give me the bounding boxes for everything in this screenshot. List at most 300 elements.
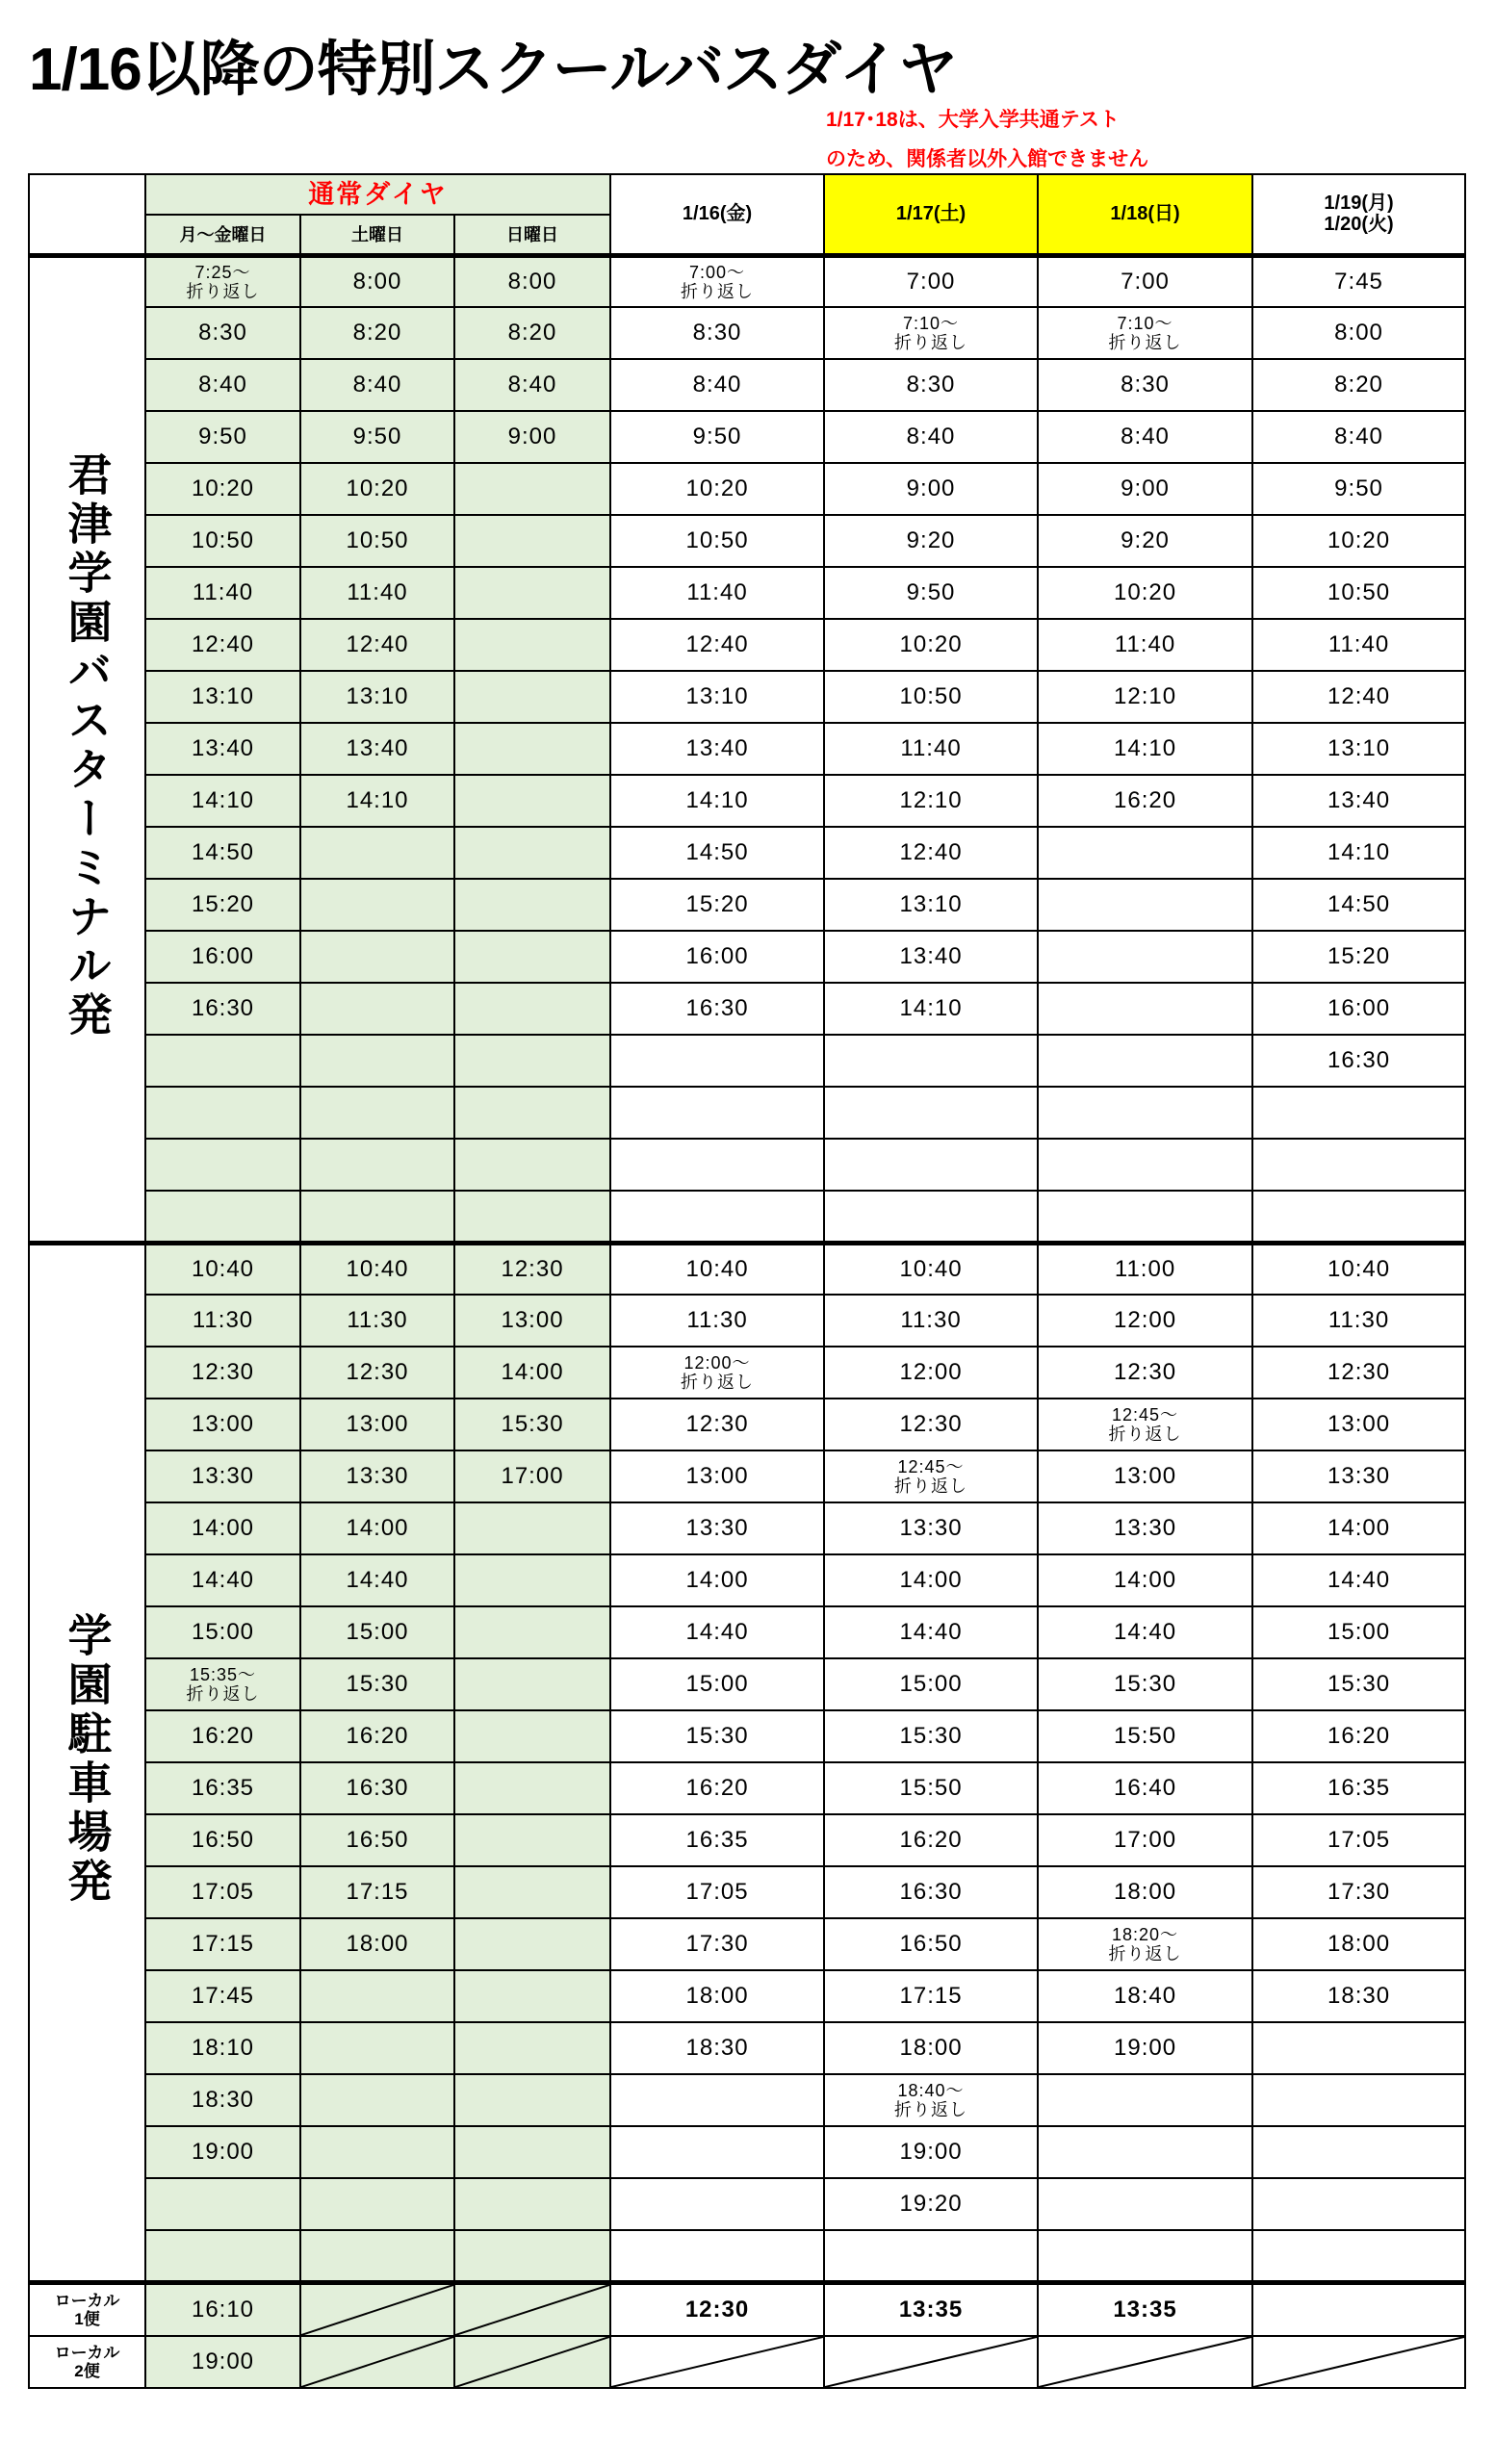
time-cell	[300, 1139, 454, 1191]
schedule-row	[29, 1710, 1465, 1762]
time-cell	[824, 1139, 1038, 1191]
time-cell	[454, 1087, 610, 1139]
time-cell	[454, 1502, 610, 1554]
time-cell: 12:45～ 折り返し	[1038, 1399, 1252, 1450]
time-cell: 16:30	[145, 983, 300, 1035]
time-cell: 14:10	[824, 983, 1038, 1035]
time-cell: 17:00	[454, 1450, 610, 1502]
time-cell	[454, 1554, 610, 1606]
time-cell: 13:00	[300, 1399, 454, 1450]
time-cell: 19:20	[824, 2178, 1038, 2230]
schedule-row	[29, 671, 1465, 723]
time-cell	[454, 515, 610, 567]
schedule-row	[29, 775, 1465, 827]
time-cell	[1038, 2074, 1252, 2126]
schedule-row	[29, 1243, 1465, 1295]
schedule-row	[29, 1502, 1465, 1554]
time-cell	[454, 1191, 610, 1243]
time-cell	[824, 1191, 1038, 1243]
time-cell: 15:30	[300, 1658, 454, 1710]
time-cell: 13:10	[1252, 723, 1465, 775]
time-cell: 10:20	[145, 463, 300, 515]
time-cell: 10:50	[824, 671, 1038, 723]
time-cell: 8:30	[1038, 359, 1252, 411]
time-cell	[300, 931, 454, 983]
time-cell	[454, 1814, 610, 1866]
time-cell: 8:20	[454, 307, 610, 359]
time-cell	[454, 2022, 610, 2074]
time-cell: 13:40	[1252, 775, 1465, 827]
time-cell: 13:00	[145, 1399, 300, 1450]
time-cell: 8:40	[1252, 411, 1465, 463]
time-cell: 16:50	[824, 1918, 1038, 1970]
time-cell	[1038, 879, 1252, 931]
time-cell: 8:40	[300, 359, 454, 411]
time-cell: 10:50	[1252, 567, 1465, 619]
time-cell: 15:00	[1252, 1606, 1465, 1658]
time-cell	[454, 931, 610, 983]
schedule-row	[29, 2022, 1465, 2074]
slash-cell	[300, 2336, 454, 2388]
time-cell: 7:25～ 折り返し	[145, 255, 300, 307]
schedule-row	[29, 463, 1465, 515]
special-date-heading: 1/19(月) 1/20(火)	[1252, 174, 1465, 255]
time-cell: 16:20	[300, 1710, 454, 1762]
time-cell: 16:50	[300, 1814, 454, 1866]
schedule-row	[29, 515, 1465, 567]
schedule-row	[29, 2178, 1465, 2230]
schedule-row	[29, 983, 1465, 1035]
time-cell: 13:40	[610, 723, 824, 775]
time-cell: 10:50	[610, 515, 824, 567]
time-cell: 9:50	[824, 567, 1038, 619]
time-cell: 18:00	[300, 1918, 454, 1970]
schedule-row	[29, 1762, 1465, 1814]
time-cell: 7:10～ 折り返し	[824, 307, 1038, 359]
time-cell: 10:40	[610, 1243, 824, 1295]
time-cell: 13:10	[145, 671, 300, 723]
time-cell	[1038, 1191, 1252, 1243]
time-cell: 16:00	[610, 931, 824, 983]
local-time-cell: 19:00	[145, 2336, 300, 2388]
time-cell: 15:00	[145, 1606, 300, 1658]
time-cell: 12:40	[145, 619, 300, 671]
regular-day-heading: 土曜日	[300, 215, 454, 255]
time-cell: 13:30	[824, 1502, 1038, 1554]
time-cell: 12:30	[454, 1243, 610, 1295]
time-cell	[1038, 2126, 1252, 2178]
special-date-heading: 1/16(金)	[610, 174, 824, 255]
time-cell: 13:40	[824, 931, 1038, 983]
time-cell	[454, 2074, 610, 2126]
time-cell: 14:00	[824, 1554, 1038, 1606]
time-cell: 11:30	[145, 1295, 300, 1347]
time-cell	[454, 619, 610, 671]
time-cell: 14:40	[1038, 1606, 1252, 1658]
time-cell: 13:00	[1038, 1450, 1252, 1502]
time-cell	[454, 1035, 610, 1087]
time-cell: 14:10	[1252, 827, 1465, 879]
time-cell: 8:40	[610, 359, 824, 411]
time-cell: 10:40	[1252, 1243, 1465, 1295]
local-label: ローカル 2便	[29, 2336, 145, 2388]
time-cell	[610, 2230, 824, 2282]
time-cell: 10:20	[300, 463, 454, 515]
time-cell: 12:00～ 折り返し	[610, 1347, 824, 1399]
slash-line	[825, 2337, 1037, 2387]
time-cell: 12:40	[1252, 671, 1465, 723]
time-cell: 18:00	[1252, 1918, 1465, 1970]
time-cell: 8:30	[145, 307, 300, 359]
schedule-row	[29, 1450, 1465, 1502]
time-cell: 13:00	[454, 1295, 610, 1347]
time-cell	[145, 1139, 300, 1191]
time-cell	[145, 2178, 300, 2230]
regular-day-heading: 月～金曜日	[145, 215, 300, 255]
time-cell: 15:00	[300, 1606, 454, 1658]
time-cell: 12:45～ 折り返し	[824, 1450, 1038, 1502]
time-cell: 14:10	[145, 775, 300, 827]
time-cell	[300, 1970, 454, 2022]
time-cell: 12:00	[824, 1347, 1038, 1399]
slash-cell	[454, 2336, 610, 2388]
schedule-row	[29, 1139, 1465, 1191]
time-cell: 9:50	[610, 411, 824, 463]
slash-line	[455, 2285, 609, 2335]
time-cell	[1038, 1087, 1252, 1139]
time-cell	[300, 2074, 454, 2126]
local-row	[29, 2282, 1465, 2336]
time-cell: 14:00	[145, 1502, 300, 1554]
time-cell: 15:30	[1038, 1658, 1252, 1710]
time-cell: 9:50	[300, 411, 454, 463]
time-cell	[300, 2230, 454, 2282]
time-cell	[454, 1606, 610, 1658]
time-cell: 17:05	[1252, 1814, 1465, 1866]
local-time-cell	[1252, 2282, 1465, 2336]
time-cell: 16:20	[824, 1814, 1038, 1866]
time-cell: 17:00	[1038, 1814, 1252, 1866]
local-time-cell: 12:30	[610, 2282, 824, 2336]
time-cell: 15:35～ 折り返し	[145, 1658, 300, 1710]
time-cell	[454, 567, 610, 619]
time-cell: 18:30	[1252, 1970, 1465, 2022]
time-cell: 16:35	[145, 1762, 300, 1814]
time-cell: 15:20	[145, 879, 300, 931]
time-cell: 8:40	[824, 411, 1038, 463]
local-time-cell: 13:35	[1038, 2282, 1252, 2336]
time-cell: 16:35	[610, 1814, 824, 1866]
time-cell	[300, 2022, 454, 2074]
time-cell: 16:20	[145, 1710, 300, 1762]
time-cell: 8:00	[300, 255, 454, 307]
time-cell	[300, 2178, 454, 2230]
time-cell: 13:30	[145, 1450, 300, 1502]
time-cell: 16:30	[1252, 1035, 1465, 1087]
time-cell: 16:30	[610, 983, 824, 1035]
time-cell	[610, 2126, 824, 2178]
section-label-cell	[29, 255, 145, 1243]
time-cell	[300, 827, 454, 879]
time-cell: 13:30	[300, 1450, 454, 1502]
local-time-cell: 13:35	[824, 2282, 1038, 2336]
time-cell	[145, 2230, 300, 2282]
local-row	[29, 2336, 1465, 2388]
schedule-row	[29, 1295, 1465, 1347]
schedule-row	[29, 723, 1465, 775]
slash-mark	[455, 2337, 609, 2387]
slash-cell	[454, 2282, 610, 2336]
time-cell	[1038, 1035, 1252, 1087]
time-cell: 7:45	[1252, 255, 1465, 307]
time-cell: 18:40	[1038, 1970, 1252, 2022]
time-cell	[1038, 1139, 1252, 1191]
time-cell: 16:20	[610, 1762, 824, 1814]
time-cell: 10:50	[145, 515, 300, 567]
time-cell: 15:30	[824, 1710, 1038, 1762]
time-cell: 12:10	[1038, 671, 1252, 723]
time-cell: 17:05	[610, 1866, 824, 1918]
time-cell: 11:30	[824, 1295, 1038, 1347]
schedule-row	[29, 2230, 1465, 2282]
time-cell: 10:40	[145, 1243, 300, 1295]
time-cell	[1252, 1139, 1465, 1191]
time-cell: 15:00	[824, 1658, 1038, 1710]
schedule-row	[29, 2126, 1465, 2178]
corner-cell	[29, 174, 145, 255]
schedule-row	[29, 1970, 1465, 2022]
time-cell	[454, 2230, 610, 2282]
slash-cell	[1252, 2336, 1465, 2388]
time-cell: 14:50	[1252, 879, 1465, 931]
slash-cell	[610, 2336, 824, 2388]
time-cell: 17:15	[824, 1970, 1038, 2022]
time-cell: 14:10	[300, 775, 454, 827]
exam-notice-line-1: 1/17･18は、大学入学共通テスト	[826, 109, 1120, 131]
time-cell: 16:30	[824, 1866, 1038, 1918]
time-cell: 15:30	[454, 1399, 610, 1450]
time-cell	[1038, 2230, 1252, 2282]
time-cell: 12:30	[300, 1347, 454, 1399]
time-cell: 15:30	[610, 1710, 824, 1762]
time-cell	[454, 723, 610, 775]
time-cell: 19:00	[824, 2126, 1038, 2178]
time-cell	[145, 1191, 300, 1243]
time-cell: 18:30	[610, 2022, 824, 2074]
time-cell: 11:00	[1038, 1243, 1252, 1295]
time-cell: 11:30	[1252, 1295, 1465, 1347]
slash-mark	[825, 2337, 1037, 2387]
time-cell: 18:00	[824, 2022, 1038, 2074]
time-cell	[300, 879, 454, 931]
time-cell: 18:00	[610, 1970, 824, 2022]
time-cell	[1038, 827, 1252, 879]
time-cell: 14:00	[610, 1554, 824, 1606]
time-cell: 13:40	[145, 723, 300, 775]
time-cell	[610, 1035, 824, 1087]
slash-mark	[301, 2337, 453, 2387]
time-cell: 17:45	[145, 1970, 300, 2022]
time-cell: 17:05	[145, 1866, 300, 1918]
time-cell	[1252, 2178, 1465, 2230]
time-cell	[610, 2178, 824, 2230]
exam-notice-line-2: のため、関係者以外入館できません	[826, 148, 1149, 170]
time-cell: 13:10	[824, 879, 1038, 931]
time-cell: 11:30	[610, 1295, 824, 1347]
header-row-1	[29, 174, 1465, 215]
schedule-row	[29, 2074, 1465, 2126]
time-cell: 15:20	[1252, 931, 1465, 983]
schedule-row	[29, 1814, 1465, 1866]
time-cell: 18:00	[1038, 1866, 1252, 1918]
regular-schedule-heading: 通常ダイヤ	[145, 174, 610, 215]
time-cell: 7:00	[1038, 255, 1252, 307]
time-cell: 13:30	[1038, 1502, 1252, 1554]
time-cell	[454, 2126, 610, 2178]
schedule-row	[29, 1347, 1465, 1399]
time-cell: 11:40	[824, 723, 1038, 775]
section-label: 君津学園バスターミナル発	[62, 450, 113, 1040]
bus-timetable	[28, 173, 1466, 2389]
schedule-row	[29, 931, 1465, 983]
time-cell: 11:40	[610, 567, 824, 619]
schedule-row	[29, 1606, 1465, 1658]
time-cell	[454, 1710, 610, 1762]
time-cell	[454, 879, 610, 931]
time-cell: 15:50	[1038, 1710, 1252, 1762]
time-cell	[610, 1191, 824, 1243]
time-cell	[454, 1139, 610, 1191]
page-title: 1/16以降の特別スクールバスダイヤ	[29, 37, 957, 103]
time-cell	[454, 463, 610, 515]
slash-mark	[301, 2285, 453, 2335]
time-cell	[300, 1035, 454, 1087]
time-cell	[454, 671, 610, 723]
section-label-cell	[29, 1243, 145, 2282]
time-cell: 10:20	[824, 619, 1038, 671]
slash-cell	[1038, 2336, 1252, 2388]
slash-mark	[1253, 2337, 1464, 2387]
regular-day-heading: 日曜日	[454, 215, 610, 255]
time-cell: 12:30	[1252, 1347, 1465, 1399]
time-cell: 16:40	[1038, 1762, 1252, 1814]
time-cell	[824, 1035, 1038, 1087]
time-cell	[300, 1087, 454, 1139]
time-cell	[1252, 2074, 1465, 2126]
time-cell: 9:50	[1252, 463, 1465, 515]
time-cell: 8:40	[145, 359, 300, 411]
time-cell: 13:30	[1252, 1450, 1465, 1502]
time-cell: 12:30	[610, 1399, 824, 1450]
time-cell: 14:00	[1252, 1502, 1465, 1554]
time-cell: 8:20	[1252, 359, 1465, 411]
exam-notice	[826, 100, 1148, 179]
time-cell	[1038, 983, 1252, 1035]
time-cell: 14:40	[824, 1606, 1038, 1658]
time-cell: 10:40	[300, 1243, 454, 1295]
time-cell	[454, 775, 610, 827]
time-cell: 12:00	[1038, 1295, 1252, 1347]
time-cell: 12:30	[1038, 1347, 1252, 1399]
time-cell: 14:40	[300, 1554, 454, 1606]
time-cell	[300, 1191, 454, 1243]
time-cell: 19:00	[145, 2126, 300, 2178]
time-cell: 14:50	[145, 827, 300, 879]
time-cell	[454, 983, 610, 1035]
time-cell: 15:30	[1252, 1658, 1465, 1710]
schedule-row	[29, 1918, 1465, 1970]
time-cell	[454, 1762, 610, 1814]
time-cell: 16:35	[1252, 1762, 1465, 1814]
time-cell: 19:00	[1038, 2022, 1252, 2074]
time-cell: 17:30	[1252, 1866, 1465, 1918]
slash-line	[611, 2337, 823, 2387]
schedule-row	[29, 567, 1465, 619]
time-cell: 9:20	[1038, 515, 1252, 567]
time-cell: 14:00	[454, 1347, 610, 1399]
time-cell: 15:20	[610, 879, 824, 931]
time-cell: 8:30	[610, 307, 824, 359]
time-cell: 10:20	[610, 463, 824, 515]
time-cell: 14:00	[300, 1502, 454, 1554]
time-cell: 9:00	[824, 463, 1038, 515]
time-cell: 14:40	[610, 1606, 824, 1658]
time-cell: 12:30	[824, 1399, 1038, 1450]
time-cell: 11:40	[145, 567, 300, 619]
section-label: 学園駐車場発	[62, 1611, 113, 1907]
time-cell: 13:40	[300, 723, 454, 775]
schedule-row	[29, 827, 1465, 879]
time-cell: 12:40	[610, 619, 824, 671]
time-cell: 8:40	[1038, 411, 1252, 463]
time-cell	[454, 2178, 610, 2230]
time-cell	[610, 2074, 824, 2126]
time-cell	[1252, 1191, 1465, 1243]
time-cell: 16:20	[1038, 775, 1252, 827]
time-cell: 9:00	[1038, 463, 1252, 515]
time-cell	[610, 1139, 824, 1191]
time-cell: 7:00	[824, 255, 1038, 307]
slash-cell	[300, 2282, 454, 2336]
time-cell: 7:10～ 折り返し	[1038, 307, 1252, 359]
time-cell: 12:10	[824, 775, 1038, 827]
time-cell: 17:15	[145, 1918, 300, 1970]
time-cell: 12:30	[145, 1347, 300, 1399]
time-cell: 12:40	[824, 827, 1038, 879]
time-cell	[145, 1087, 300, 1139]
time-cell: 8:30	[824, 359, 1038, 411]
time-cell: 11:40	[1252, 619, 1465, 671]
time-cell: 14:40	[145, 1554, 300, 1606]
special-date-heading: 1/18(日)	[1038, 174, 1252, 255]
schedule-row	[29, 619, 1465, 671]
time-cell: 13:00	[1252, 1399, 1465, 1450]
local-time-cell: 16:10	[145, 2282, 300, 2336]
time-cell: 16:50	[145, 1814, 300, 1866]
slash-line	[301, 2337, 453, 2387]
time-cell	[1252, 2022, 1465, 2074]
schedule-row	[29, 1399, 1465, 1450]
slash-mark	[1039, 2337, 1251, 2387]
schedule-row	[29, 1035, 1465, 1087]
schedule-row	[29, 1658, 1465, 1710]
time-cell: 13:10	[610, 671, 824, 723]
time-cell: 17:30	[610, 1918, 824, 1970]
time-cell: 14:10	[610, 775, 824, 827]
time-cell: 9:00	[454, 411, 610, 463]
time-cell: 18:40～ 折り返し	[824, 2074, 1038, 2126]
time-cell: 14:00	[1038, 1554, 1252, 1606]
